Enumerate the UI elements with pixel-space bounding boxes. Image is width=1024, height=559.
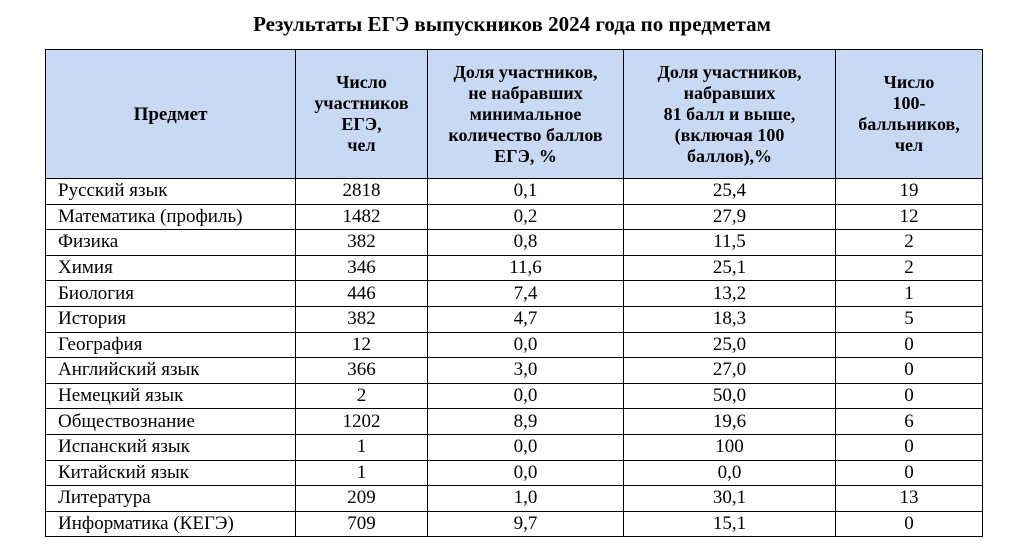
cell-below-minimum-share: 0,0	[428, 383, 624, 409]
cell-100-scorers: 12	[836, 204, 983, 230]
cell-100-scorers: 1	[836, 281, 983, 307]
cell-participants: 1482	[296, 204, 428, 230]
cell-100-scorers: 5	[836, 306, 983, 332]
table-row	[46, 204, 983, 230]
cell-below-minimum-share: 8,9	[428, 409, 624, 435]
cell-subject: Математика (профиль)	[46, 204, 296, 230]
cell-subject: Обществознание	[46, 409, 296, 435]
table-body	[46, 179, 983, 537]
cell-100-scorers: 2	[836, 230, 983, 256]
results-table	[45, 49, 983, 537]
cell-81-plus-share: 0,0	[624, 460, 836, 486]
cell-below-minimum-share: 0,0	[428, 332, 624, 358]
cell-100-scorers: 13	[836, 486, 983, 512]
cell-subject: Информатика (КЕГЭ)	[46, 511, 296, 537]
cell-subject: Физика	[46, 230, 296, 256]
cell-participants: 382	[296, 306, 428, 332]
cell-subject: История	[46, 306, 296, 332]
cell-below-minimum-share: 0,2	[428, 204, 624, 230]
cell-100-scorers: 2	[836, 255, 983, 281]
cell-subject: Китайский язык	[46, 460, 296, 486]
page-title: Результаты ЕГЭ выпускников 2024 года по предметам	[253, 12, 771, 36]
cell-subject: Русский язык	[46, 179, 296, 205]
header-row	[46, 50, 983, 179]
cell-81-plus-share: 50,0	[624, 383, 836, 409]
table-row	[46, 306, 983, 332]
cell-below-minimum-share: 4,7	[428, 306, 624, 332]
cell-below-minimum-share: 1,0	[428, 486, 624, 512]
table-row	[46, 486, 983, 512]
cell-participants: 2	[296, 383, 428, 409]
cell-below-minimum-share: 0,0	[428, 434, 624, 460]
cell-81-plus-share: 13,2	[624, 281, 836, 307]
cell-81-plus-share: 25,4	[624, 179, 836, 205]
table-row	[46, 281, 983, 307]
cell-participants: 1	[296, 460, 428, 486]
cell-100-scorers: 0	[836, 511, 983, 537]
cell-participants: 1	[296, 434, 428, 460]
cell-subject: Испанский язык	[46, 434, 296, 460]
header-81-plus-share: Доля участников, набравших 81 балл и выше, (включая 100 баллов),%	[624, 50, 836, 179]
header-subject: Предмет	[46, 50, 296, 179]
cell-81-plus-share: 15,1	[624, 511, 836, 537]
cell-81-plus-share: 18,3	[624, 306, 836, 332]
cell-100-scorers: 0	[836, 460, 983, 486]
table-row	[46, 255, 983, 281]
cell-below-minimum-share: 0,8	[428, 230, 624, 256]
cell-subject: Литература	[46, 486, 296, 512]
cell-subject: Немецкий язык	[46, 383, 296, 409]
table-row	[46, 179, 983, 205]
cell-below-minimum-share: 11,6	[428, 255, 624, 281]
cell-100-scorers: 19	[836, 179, 983, 205]
cell-100-scorers: 0	[836, 332, 983, 358]
cell-subject: Биология	[46, 281, 296, 307]
cell-participants: 382	[296, 230, 428, 256]
cell-participants: 446	[296, 281, 428, 307]
cell-participants: 209	[296, 486, 428, 512]
cell-participants: 2818	[296, 179, 428, 205]
cell-100-scorers: 0	[836, 358, 983, 384]
cell-100-scorers: 6	[836, 409, 983, 435]
table-row	[46, 460, 983, 486]
cell-81-plus-share: 19,6	[624, 409, 836, 435]
header-participants: Число участников ЕГЭ, чел	[296, 50, 428, 179]
table-row	[46, 332, 983, 358]
cell-below-minimum-share: 9,7	[428, 511, 624, 537]
cell-below-minimum-share: 0,1	[428, 179, 624, 205]
table-row	[46, 230, 983, 256]
cell-participants: 366	[296, 358, 428, 384]
cell-subject: География	[46, 332, 296, 358]
table-row	[46, 358, 983, 384]
cell-81-plus-share: 100	[624, 434, 836, 460]
table-row	[46, 383, 983, 409]
cell-81-plus-share: 25,0	[624, 332, 836, 358]
cell-participants: 346	[296, 255, 428, 281]
cell-100-scorers: 0	[836, 434, 983, 460]
cell-below-minimum-share: 7,4	[428, 281, 624, 307]
cell-81-plus-share: 30,1	[624, 486, 836, 512]
table-row	[46, 409, 983, 435]
cell-subject: Химия	[46, 255, 296, 281]
header-100-scorers: Число 100- балльников, чел	[836, 50, 983, 179]
cell-100-scorers: 0	[836, 383, 983, 409]
cell-81-plus-share: 27,9	[624, 204, 836, 230]
table-row	[46, 511, 983, 537]
cell-81-plus-share: 11,5	[624, 230, 836, 256]
cell-81-plus-share: 27,0	[624, 358, 836, 384]
table-row	[46, 434, 983, 460]
cell-subject: Английский язык	[46, 358, 296, 384]
cell-participants: 12	[296, 332, 428, 358]
cell-participants: 1202	[296, 409, 428, 435]
cell-below-minimum-share: 0,0	[428, 460, 624, 486]
cell-81-plus-share: 25,1	[624, 255, 836, 281]
cell-participants: 709	[296, 511, 428, 537]
cell-below-minimum-share: 3,0	[428, 358, 624, 384]
header-below-minimum-share: Доля участников, не набравших минимальное количество баллов ЕГЭ, %	[428, 50, 624, 179]
